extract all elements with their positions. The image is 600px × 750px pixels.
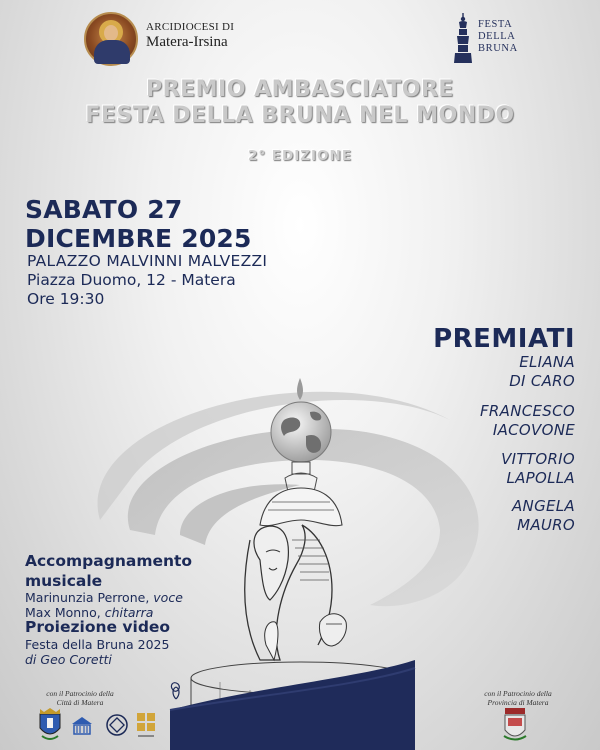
patronage-line: con il Patrocinio della	[46, 689, 114, 698]
festival-logo-text	[478, 19, 518, 55]
music-performer-1	[25, 590, 183, 605]
awardee-first-name: ELIANA	[519, 353, 575, 371]
awardee-last-name: IACOVONE	[492, 421, 575, 439]
video-author: di Geo Coretti	[25, 652, 112, 667]
edition-label: 2° EDIZIONE	[247, 148, 353, 164]
venue-name: PALAZZO MALVINNI MALVEZZI	[27, 252, 268, 270]
awardee-2	[480, 402, 575, 440]
event-date-line-2: DICEMBRE 2025	[25, 224, 252, 253]
award-title-line-2: FESTA DELLA BRUNA NEL MONDO	[85, 103, 515, 128]
award-title-line-1: PREMIO AMBASCIATORE	[146, 77, 454, 102]
awardee-4	[512, 497, 575, 535]
video-heading: Proiezione video	[25, 618, 171, 636]
awardee-last-name: DI CARO	[509, 372, 575, 390]
province-crest-icon	[502, 706, 528, 744]
awardee-first-name: FRANCESCO	[480, 402, 575, 420]
performer-role: voce	[153, 590, 183, 605]
event-date-line-1: SABATO 27	[25, 195, 183, 224]
performer-role: chitarra	[104, 605, 154, 620]
awardees-heading: PREMIATI	[433, 324, 575, 354]
awardee-1	[509, 353, 575, 391]
province-patronage-text	[468, 689, 568, 707]
performer-name: Max Monno,	[25, 605, 101, 620]
heritage-site-icon	[104, 712, 130, 738]
patronage-line: Provincia di Matera	[487, 698, 549, 707]
patronage-line: Città di Matera	[56, 698, 104, 707]
festival-logo-line-2: DELLA	[478, 31, 516, 42]
festival-logo-line-3: BRUNA	[478, 43, 518, 54]
awardee-last-name: LAPOLLA	[506, 469, 575, 487]
performer-name: Marinunzia Perrone,	[25, 590, 150, 605]
awardee-3	[501, 450, 575, 488]
ornament-icon	[170, 686, 182, 700]
awardee-first-name: ANGELA	[511, 497, 575, 515]
archdiocese-name: Matera-Irsina	[146, 34, 228, 50]
unesco-icon	[70, 714, 94, 738]
awardee-first-name: VITTORIO	[501, 450, 575, 468]
festival-tower-icon	[452, 12, 474, 64]
venue-address: Piazza Duomo, 12 - Matera	[27, 271, 236, 289]
awardee-last-name: MAURO	[517, 516, 575, 534]
video-title: Festa della Bruna 2025	[25, 637, 170, 652]
music-heading: Accompagnamento musicale	[25, 552, 193, 590]
event-time: Ore 19:30	[27, 290, 105, 308]
archdiocese-label: ARCIDIOCESI DI	[146, 21, 235, 33]
city-crest-icon	[36, 706, 64, 742]
festival-logo-line-1: FESTA	[478, 19, 513, 30]
archdiocese-madonna-icon	[84, 12, 138, 66]
matera-logo-icon	[136, 712, 156, 740]
patronage-line: con il Patrocinio della	[484, 689, 552, 698]
city-patronage-text	[30, 689, 130, 707]
